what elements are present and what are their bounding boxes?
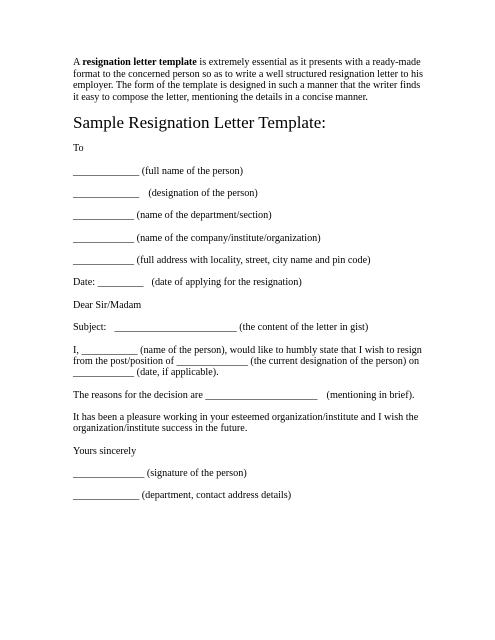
field-hint: (mentioning in brief).	[326, 390, 415, 401]
department-line	[73, 490, 291, 502]
blank-field: ____________	[73, 210, 135, 221]
date-label: Date:	[73, 277, 96, 288]
closing-line-1: It has been a pleasure working in your esteemed organization/institute and I wish the	[73, 412, 419, 423]
intro-lead: A	[73, 57, 83, 68]
blank-field: _____________	[73, 188, 140, 199]
field-hint: (the content of the letter in gist)	[239, 322, 369, 333]
blank-field: ______________________	[205, 390, 318, 401]
address-line-name	[73, 166, 243, 178]
salutation: Dear Sir/Madam	[73, 300, 142, 311]
blank-field: _____________	[73, 490, 140, 501]
intro-rest: is extremely essential as it presents with a ready-made format to the concerned person so as to write a well structured resignation letter to his employer. The form of the template is designed in such a manner that the writer finds it easy to compose the letter, mentioning the details in a concise manner.	[73, 57, 423, 103]
body-line-1: I, ___________ (name of the person), would like to humbly state that I wish to resign	[73, 345, 422, 356]
blank-field: ______________	[73, 468, 145, 479]
intro-paragraph	[73, 57, 425, 103]
reasons-label: The reasons for the decision are	[73, 390, 203, 401]
closing-line-2: organization/institute success in the future.	[73, 423, 248, 434]
field-hint: (name of the company/institute/organization)	[136, 233, 321, 244]
subject-label: Subject:	[73, 322, 107, 333]
blank-field: ____________	[73, 233, 135, 244]
intro-bold-term: resignation letter template	[82, 57, 197, 68]
field-hint: (date of applying for the resignation)	[151, 277, 302, 288]
body-line-3: ____________ (date, if applicable).	[73, 367, 219, 378]
blank-field: ____________	[73, 255, 135, 266]
address-line-designation	[73, 188, 258, 200]
field-hint: (department, contact address details)	[141, 490, 292, 501]
address-line-department	[73, 210, 272, 222]
field-hint: (signature of the person)	[146, 468, 247, 479]
blank-field: ________________________	[114, 322, 237, 333]
body-line-2: from the post/position of ______________ (the current designation of the person) on	[73, 356, 420, 367]
field-hint: (full name of the person)	[141, 166, 244, 177]
reasons-line	[73, 390, 415, 402]
field-hint: (name of the department/section)	[136, 210, 272, 221]
blank-field: _____________	[73, 166, 140, 177]
page-title: Sample Resignation Letter Template:	[73, 113, 326, 132]
address-line-full-address	[73, 255, 371, 267]
sign-off: Yours sincerely	[73, 446, 137, 457]
blank-field: _________	[97, 277, 144, 288]
signature-line	[73, 468, 247, 480]
date-line	[73, 277, 302, 289]
address-line-company	[73, 233, 321, 245]
field-hint: (designation of the person)	[148, 188, 258, 199]
subject-line	[73, 322, 368, 334]
to-line: To	[73, 143, 84, 154]
field-hint: (full address with locality, street, city name and pin code)	[136, 255, 371, 266]
